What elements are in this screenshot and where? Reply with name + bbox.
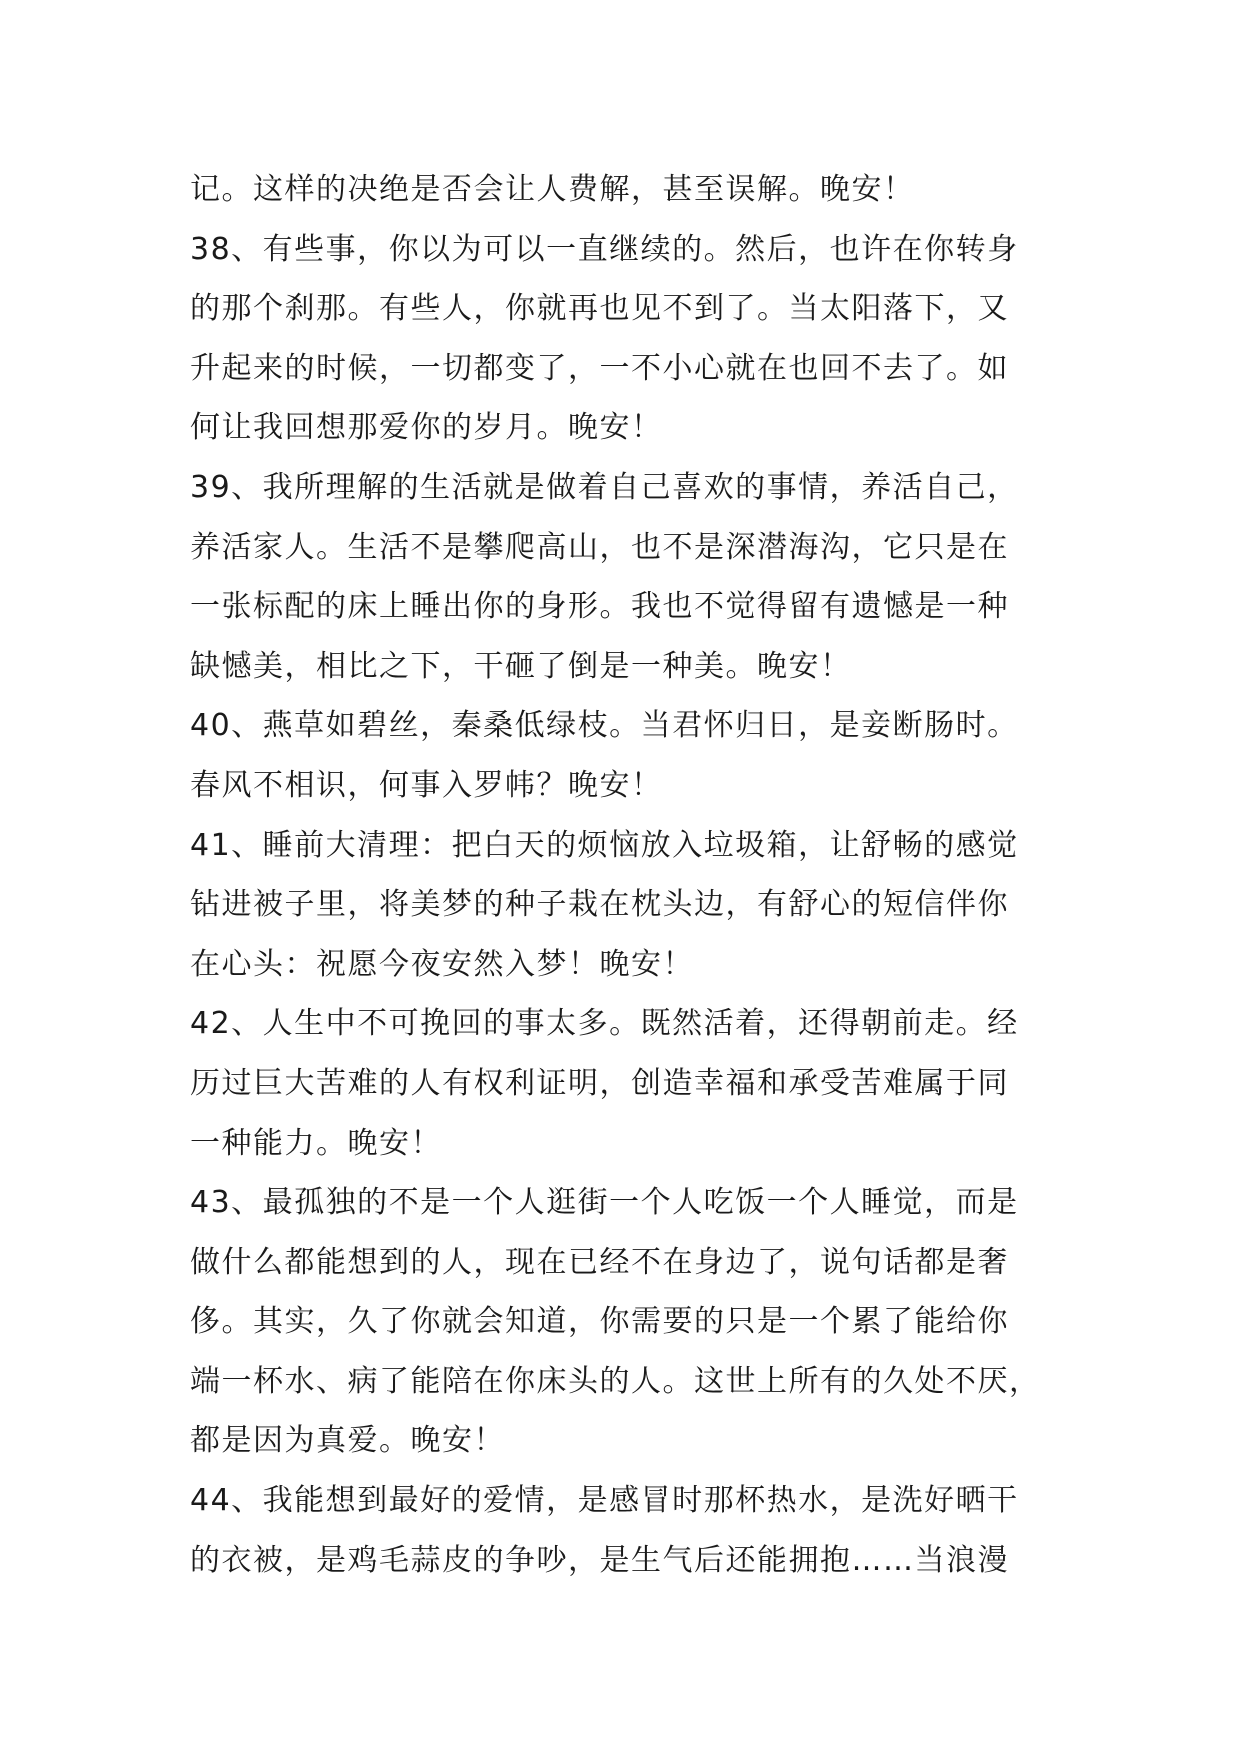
text-line: 春风不相识，何事入罗帏？晚安！ <box>190 767 663 803</box>
text-line: 钻进被子里，将美梦的种子栽在枕头边，有舒心的短信伴你 <box>190 887 1009 923</box>
text-line: 历过巨大苦难的人有权利证明，创造幸福和承受苦难属于同 <box>190 1065 1009 1101</box>
text-line: 在心头：祝愿今夜安然入梦！晚安！ <box>190 946 694 982</box>
text-line: 侈。其实，久了你就会知道，你需要的只是一个累了能给你 <box>190 1304 1009 1340</box>
text-line: 一种能力。晚安！ <box>190 1125 442 1161</box>
text-line: 记。这样的决绝是否会让人费解，甚至误解。晚安！ <box>190 172 915 207</box>
text-line: 升起来的时候，一切都变了，一不小心就在也回不去了。如 <box>190 350 1009 386</box>
document-body <box>190 160 1070 1590</box>
text-line: 的那个刹那。有些人，你就再也见不到了。当太阳落下，又 <box>190 291 1009 327</box>
text-line: 一张标配的床上睡出你的身形。我也不觉得留有遗憾是一种 <box>190 589 1009 625</box>
text-line: 38、有些事，你以为可以一直继续的。然后，也许在你转身 <box>190 231 1019 267</box>
text-line: 44、我能想到最好的爱情，是感冒时那杯热水，是洗好晒干 <box>190 1483 1019 1519</box>
text-line: 都是因为真爱。晚安！ <box>190 1423 505 1459</box>
text-line: 何让我回想那爱你的岁月。晚安！ <box>190 410 663 446</box>
text-line: 42、人生中不可挽回的事太多。既然活着，还得朝前走。经 <box>190 1006 1019 1042</box>
text-line: 端一杯水、病了能陪在你床头的人。这世上所有的久处不厌， <box>190 1363 1041 1399</box>
text-line: 39、我所理解的生活就是做着自己喜欢的事情，养活自己， <box>190 469 1019 505</box>
text-line: 41、睡前大清理：把白天的烦恼放入垃圾箱，让舒畅的感觉 <box>190 827 1019 863</box>
text-line: 做什么都能想到的人，现在已经不在身边了，说句话都是奢 <box>190 1244 1009 1280</box>
text-line: 养活家人。生活不是攀爬高山，也不是深潜海沟，它只是在 <box>190 529 1009 565</box>
text-line: 40、燕草如碧丝，秦桑低绿枝。当君怀归日，是妾断肠时。 <box>190 708 1019 744</box>
text-line: 缺憾美，相比之下，干砸了倒是一种美。晚安！ <box>190 648 852 684</box>
text-line: 的衣被，是鸡毛蒜皮的争吵，是生气后还能拥抱……当浪漫 <box>190 1542 1009 1578</box>
text-line: 43、最孤独的不是一个人逛街一个人吃饭一个人睡觉，而是 <box>190 1185 1019 1221</box>
